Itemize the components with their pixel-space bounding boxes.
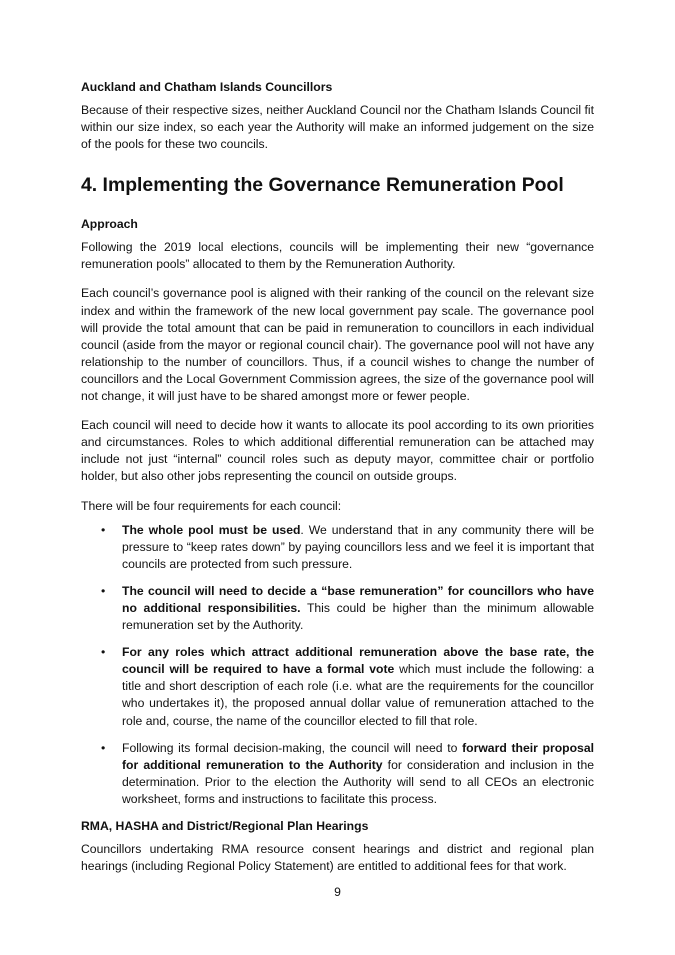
approach-paragraph-2: Each council’s governance pool is aligned with their ranking of the council on the relevant size index and within the framework of the new local government pay scale. The governance pool will provide the total amount that can be paid in remuneration to councillors in each individual council (aside from the mayor or regional council chair). The governance pool will not have any relationship to the number of councillors. Thus, if a council wishes to change the number of councillors and the Local Government Commission agrees, the size of the governance pool will not change, it will just have to be shared amongst more or fewer people. xyxy=(81,286,594,404)
requirement-bold: forward their proposal for additional remuneration to the Authority xyxy=(122,740,594,772)
list-item xyxy=(81,740,594,808)
requirements-list xyxy=(81,522,594,808)
requirement-text: for consideration and inclusion in the determination. Prior to the election the Authority will send to all CEOs an electronic worksheet, forms and instructions to facilitate this process. xyxy=(122,757,594,806)
rma-heading: RMA, HASHA and District/Regional Plan Hearings xyxy=(81,819,369,833)
bullet-icon: • xyxy=(101,522,106,537)
bullet-icon: • xyxy=(101,645,106,660)
document-page xyxy=(81,79,594,875)
requirement-text: This could be higher than the minimum allowable remuneration set by the Authority. xyxy=(122,600,595,633)
bullet-icon: • xyxy=(101,740,106,755)
list-item xyxy=(81,644,594,729)
page-number: 9 xyxy=(334,885,341,899)
approach-paragraph-1: Following the 2019 local elections, councils will be implementing their new “governance remuneration pools” allocated to them by the Remuneration Authority. xyxy=(81,240,594,272)
requirement-bold: The whole pool must be used xyxy=(122,522,301,537)
auckland-heading: Auckland and Chatham Islands Councillors xyxy=(81,80,333,94)
section-4-title: 4. Implementing the Governance Remuneration Pool xyxy=(81,174,564,197)
requirement-lead: Following its formal decision-making, the council will need to xyxy=(122,740,463,755)
approach-heading: Approach xyxy=(81,217,138,232)
requirement-bold: For any roles which attract additional remuneration above the base rate, the council will be required to have a formal vote xyxy=(122,645,594,677)
approach-paragraph-3: Each council will need to decide how it wants to allocate its pool according to its own priorities and circumstances. Roles to which additional differential remuneration can be attached may include not just “internal” council roles such as deputy mayor, committee chair or portfolio holder, but also other jobs representing the council on outside groups. xyxy=(81,418,594,484)
requirements-intro: There will be four requirements for each council: xyxy=(81,498,342,513)
bullet-icon: • xyxy=(101,583,106,598)
list-item xyxy=(81,522,594,573)
list-item xyxy=(81,583,594,634)
requirement-text: . We understand that in any community there will be pressure to “keep rates down” by paying councillors less and we feel it is important that councils are protected from such pressure. xyxy=(122,522,594,571)
auckland-paragraph: Because of their respective sizes, neither Auckland Council nor the Chatham Islands Council fit within our size index, so each year the Authority will make an informed judgement on the size of the pools for these two councils. xyxy=(81,103,594,152)
rma-paragraph: Councillors undertaking RMA resource consent hearings and district and regional plan hearings (including Regional Policy Statement) are entitled to additional fees for that work. xyxy=(81,842,594,874)
requirement-text: which must include the following: a title and short description of each role (i.e. what are the requirements for the councillor who undertakes it), the proposed annual dollar value of remuneration attached to the role and, course, the name of the councillor elected to fill that role. xyxy=(122,662,594,728)
requirement-bold: The council will need to decide a “base remuneration” for councillors who have no additional responsibilities. xyxy=(122,583,594,615)
